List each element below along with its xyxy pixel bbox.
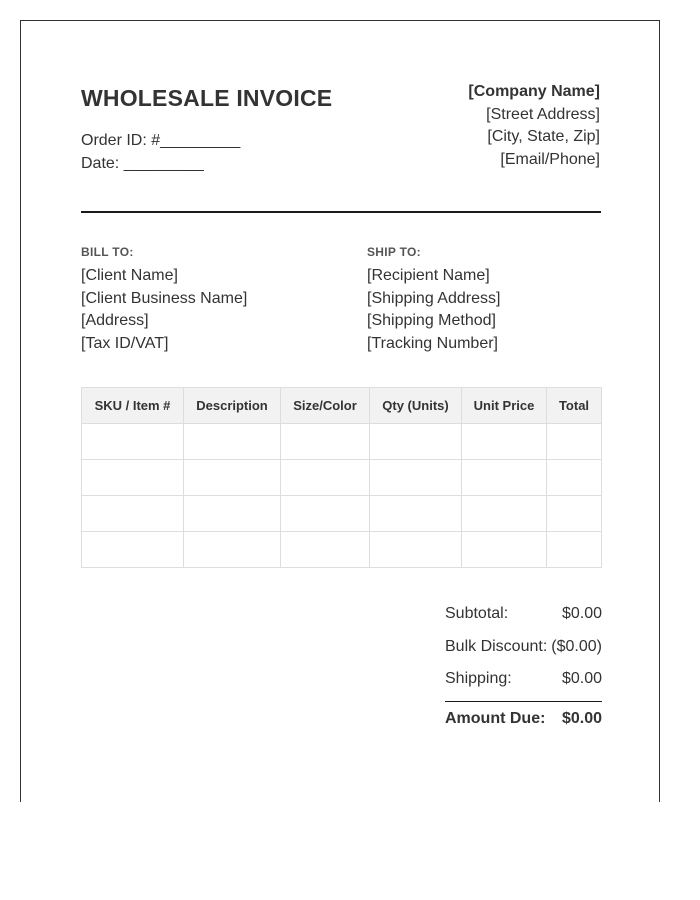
amount-due-value: $0.00 bbox=[561, 709, 602, 727]
table-cell bbox=[184, 496, 281, 532]
table-cell bbox=[82, 496, 184, 532]
order-id-field: Order ID: #_________ bbox=[81, 132, 241, 149]
table-cell bbox=[547, 424, 602, 460]
bill-to-heading: BILL TO: bbox=[81, 245, 134, 259]
company-street: [Street Address] bbox=[486, 105, 600, 123]
table-cell bbox=[281, 460, 370, 496]
table-cell bbox=[462, 460, 547, 496]
table-cell bbox=[82, 424, 184, 460]
shipping-label: Shipping: bbox=[445, 670, 512, 687]
table-cell bbox=[281, 424, 370, 460]
column-header-unit-price: Unit Price bbox=[462, 388, 547, 424]
column-header-qty: Qty (Units) bbox=[370, 388, 462, 424]
table-cell bbox=[184, 532, 281, 568]
table-row bbox=[82, 424, 602, 460]
ship-to-line: [Tracking Number] bbox=[367, 334, 498, 352]
bill-to-section bbox=[81, 245, 341, 355]
ship-to-section bbox=[367, 245, 627, 355]
table-cell bbox=[281, 496, 370, 532]
table-cell bbox=[184, 424, 281, 460]
bill-to-line: [Tax ID/VAT] bbox=[81, 334, 169, 352]
ship-to-line: [Shipping Address] bbox=[367, 289, 501, 307]
header-divider bbox=[81, 211, 601, 213]
table-cell bbox=[462, 496, 547, 532]
discount-row bbox=[445, 634, 602, 667]
table-cell bbox=[370, 496, 462, 532]
company-info bbox=[468, 81, 600, 171]
table-cell bbox=[547, 532, 602, 568]
invoice-title: WHOLESALE INVOICE bbox=[81, 85, 333, 111]
company-contact: [Email/Phone] bbox=[500, 150, 600, 168]
discount-label: Bulk Discount: bbox=[445, 637, 548, 655]
discount-value: ($0.00) bbox=[551, 637, 602, 655]
bill-to-line: [Address] bbox=[81, 312, 149, 329]
column-header-description: Description bbox=[184, 388, 281, 424]
shipping-value: $0.00 bbox=[561, 670, 602, 687]
shipping-row bbox=[445, 666, 602, 699]
table-row bbox=[82, 460, 602, 496]
ship-to-line: [Recipient Name] bbox=[367, 267, 490, 284]
invoice-page bbox=[20, 20, 660, 802]
amount-due-label: Amount Due: bbox=[445, 709, 546, 727]
company-name: [Company Name] bbox=[468, 83, 600, 100]
column-header-sku: SKU / Item # bbox=[82, 388, 184, 424]
company-city: [City, State, Zip] bbox=[487, 128, 600, 145]
table-cell bbox=[462, 424, 547, 460]
table-header-row bbox=[82, 388, 602, 424]
table-cell bbox=[547, 496, 602, 532]
table-cell bbox=[547, 460, 602, 496]
date-field: Date: _________ bbox=[81, 155, 204, 172]
table-cell bbox=[370, 424, 462, 460]
table-cell bbox=[370, 460, 462, 496]
table-cell bbox=[370, 532, 462, 568]
totals-section bbox=[445, 601, 602, 736]
subtotal-label: Subtotal: bbox=[445, 605, 509, 622]
table-cell bbox=[281, 532, 370, 568]
table-cell bbox=[462, 532, 547, 568]
bill-to-line: [Client Business Name] bbox=[81, 289, 248, 307]
column-header-total: Total bbox=[547, 388, 602, 424]
bill-to-line: [Client Name] bbox=[81, 267, 178, 284]
table-row bbox=[82, 496, 602, 532]
table-cell bbox=[184, 460, 281, 496]
table-cell bbox=[82, 460, 184, 496]
amount-due-row bbox=[445, 701, 602, 736]
table-cell bbox=[82, 532, 184, 568]
subtotal-row bbox=[445, 601, 602, 634]
ship-to-heading: SHIP TO: bbox=[367, 245, 421, 259]
table-row bbox=[82, 532, 602, 568]
column-header-size-color: Size/Color bbox=[281, 388, 370, 424]
subtotal-value: $0.00 bbox=[561, 605, 602, 622]
ship-to-line: [Shipping Method] bbox=[367, 312, 496, 329]
line-items-table bbox=[81, 387, 602, 568]
